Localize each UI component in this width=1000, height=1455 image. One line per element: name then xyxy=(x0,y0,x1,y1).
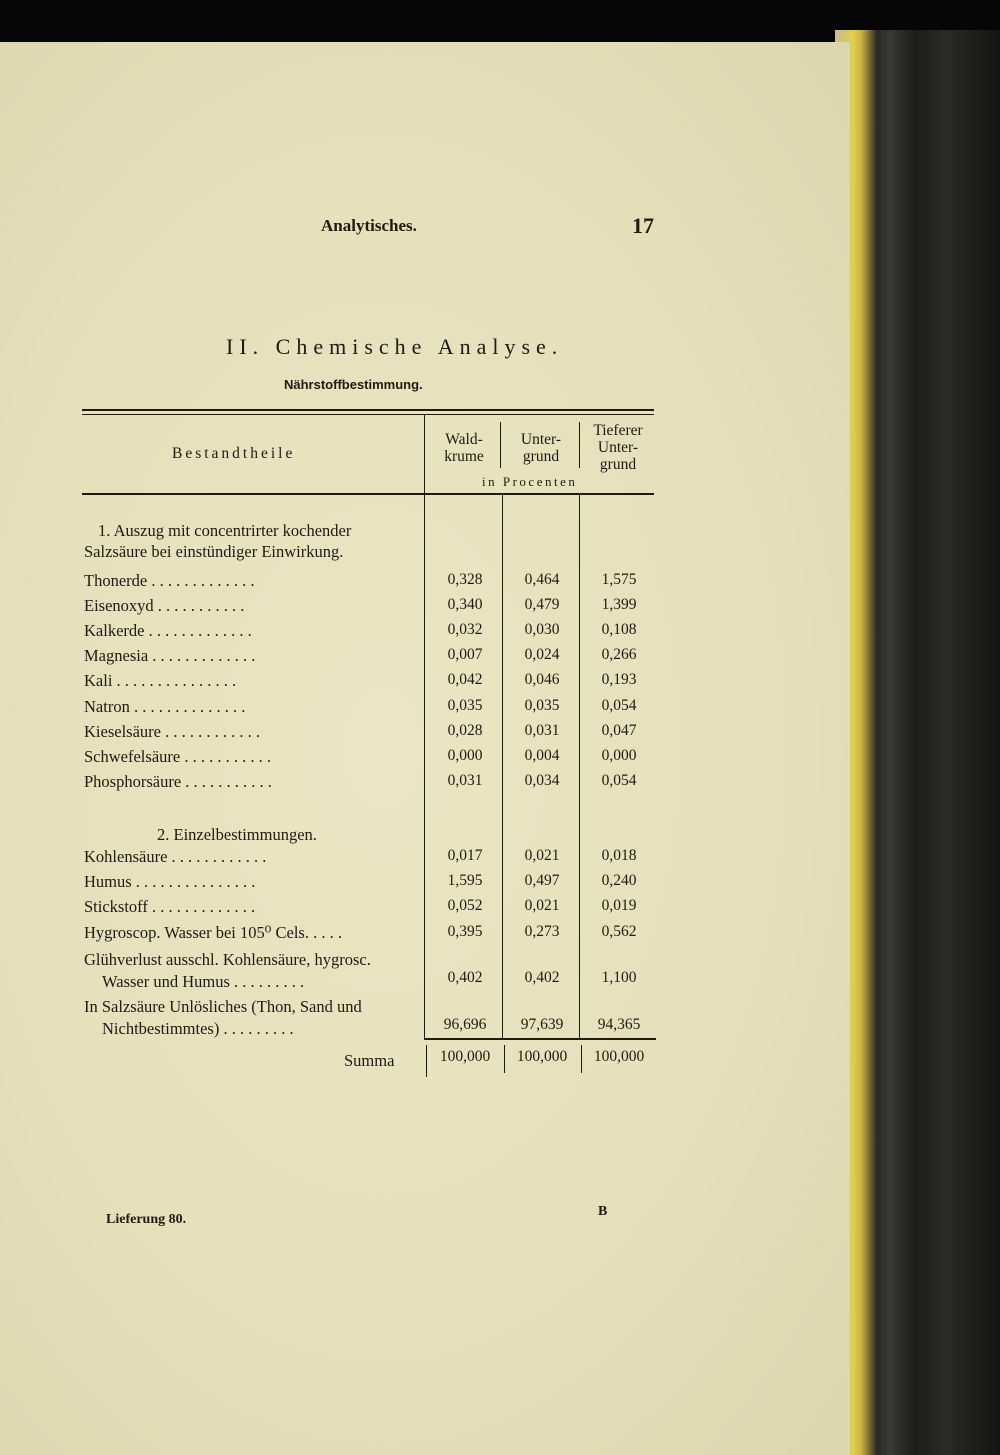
row-label: Kali . . . . . . . . . . . . . . . xyxy=(84,671,237,691)
cell-tieferer-untergrund: 0,054 xyxy=(601,696,637,714)
cell-waldkrume: 0,042 xyxy=(447,671,483,689)
cell-untergrund: 0,031 xyxy=(524,721,560,739)
cell-tieferer-untergrund: 0,047 xyxy=(601,721,637,739)
cell-tieferer-untergrund: 1,100 xyxy=(601,969,637,986)
table-row xyxy=(84,772,1000,796)
cell-tieferer-untergrund: 0,193 xyxy=(601,671,637,689)
row-label: Hygroscop. Wasser bei 105⁰ Cels. . . . . xyxy=(84,922,342,942)
sum-tieferer-untergrund: 100,000 xyxy=(593,1048,645,1065)
cell-untergrund: 0,004 xyxy=(524,746,560,764)
cell-tieferer-untergrund: 0,019 xyxy=(601,897,637,915)
cell-waldkrume: 96,696 xyxy=(443,1016,487,1033)
header-tieferer-untergrund: Tieferer Unter- grund xyxy=(593,422,643,473)
row-label: Kieselsäure . . . . . . . . . . . . xyxy=(84,721,260,741)
row-label: Eisenoxyd . . . . . . . . . . . xyxy=(84,596,245,616)
cell-waldkrume: 0,328 xyxy=(447,571,483,588)
header-bestandtheile: Bestandtheile xyxy=(172,445,296,462)
table-row xyxy=(84,847,1000,871)
cell-waldkrume: 0,017 xyxy=(447,847,483,864)
cell-waldkrume: 0,032 xyxy=(447,621,483,639)
cell-waldkrume: 0,035 xyxy=(447,696,483,714)
column-divider xyxy=(424,414,425,494)
cell-untergrund: 0,273 xyxy=(524,922,560,940)
cell-tieferer-untergrund: 0,054 xyxy=(601,771,637,789)
row-label: Magnesia . . . . . . . . . . . . . xyxy=(84,646,256,666)
section-heading-1: 1. Auszug mit concentrirter kochender Salzsäure bei einstündiger Einwirkung. xyxy=(84,521,352,561)
top-rule-thin xyxy=(82,414,654,415)
footer-lieferung: Lieferung 80. xyxy=(106,1212,187,1227)
cell-waldkrume: 0,000 xyxy=(447,746,483,764)
cell-tieferer-untergrund: 0,018 xyxy=(601,847,637,864)
table-row xyxy=(84,747,1000,771)
cell-waldkrume: 0,340 xyxy=(447,596,483,614)
row-label-line1: Glühverlust ausschl. Kohlensäure, hygrosc. xyxy=(84,950,371,969)
cell-tieferer-untergrund: 0,108 xyxy=(601,621,637,639)
table-row xyxy=(84,596,1000,620)
table-row xyxy=(84,646,1000,670)
table-row xyxy=(84,621,1000,645)
cell-tieferer-untergrund: 0,266 xyxy=(601,646,637,664)
table-row xyxy=(84,671,1000,695)
cell-untergrund: 0,497 xyxy=(524,872,560,890)
section-heading-2: 2. Einzelbestimmungen. xyxy=(157,825,317,844)
table-subtitle: Nährstoffbestimmung. xyxy=(284,377,423,392)
row-label: Phosphorsäure . . . . . . . . . . . xyxy=(84,771,272,791)
table-row xyxy=(84,697,1000,721)
cell-tieferer-untergrund: 0,000 xyxy=(601,746,637,764)
row-label: Stickstoff . . . . . . . . . . . . . xyxy=(84,897,256,917)
cell-untergrund: 0,034 xyxy=(524,771,560,789)
row-label: Thonerde . . . . . . . . . . . . . xyxy=(84,571,255,590)
page-number: 17 xyxy=(632,213,654,238)
table-row xyxy=(84,571,1000,595)
cell-untergrund: 0,030 xyxy=(524,621,560,639)
cell-untergrund: 97,639 xyxy=(520,1016,564,1033)
cell-untergrund: 0,035 xyxy=(524,696,560,714)
table-row xyxy=(84,923,1000,947)
row-label-line2: Wasser und Humus . . . . . . . . . xyxy=(102,972,305,991)
row-label: Kalkerde . . . . . . . . . . . . . xyxy=(84,621,252,641)
table-row xyxy=(84,722,1000,746)
cell-untergrund: 0,464 xyxy=(524,571,560,588)
row-label: Kohlensäure . . . . . . . . . . . . xyxy=(84,847,267,866)
sum-rule xyxy=(424,1038,656,1040)
table-row-unloesliches xyxy=(84,996,414,1040)
section-title: II. Chemische Analyse. xyxy=(226,334,564,359)
cell-waldkrume: 0,402 xyxy=(447,969,483,986)
row-label-line2: Nichtbestimmtes) . . . . . . . . . xyxy=(102,1019,294,1038)
row-label: Natron . . . . . . . . . . . . . . xyxy=(84,696,246,716)
table-row xyxy=(84,897,1000,921)
header-unit: in Procenten xyxy=(482,474,578,489)
row-label-line1: In Salzsäure Unlösliches (Thon, Sand und xyxy=(84,997,362,1016)
cell-tieferer-untergrund: 94,365 xyxy=(597,1016,641,1033)
cell-waldkrume: 0,031 xyxy=(447,771,483,789)
row-label: Schwefelsäure . . . . . . . . . . . xyxy=(84,746,271,766)
header-rule xyxy=(82,493,654,495)
cell-waldkrume: 1,595 xyxy=(447,872,483,890)
table-row xyxy=(84,872,1000,896)
cell-waldkrume: 0,028 xyxy=(447,721,483,739)
footer-signature: B xyxy=(598,1204,608,1219)
cell-untergrund: 0,024 xyxy=(524,646,560,664)
cell-untergrund: 0,021 xyxy=(524,847,560,864)
sum-waldkrume: 100,000 xyxy=(439,1048,491,1065)
cell-tieferer-untergrund: 0,562 xyxy=(601,922,637,940)
cell-tieferer-untergrund: 1,575 xyxy=(601,571,637,588)
row-label: Humus . . . . . . . . . . . . . . . xyxy=(84,872,256,892)
cell-waldkrume: 0,052 xyxy=(447,897,483,915)
summa-label: Summa xyxy=(344,1051,395,1070)
header-untergrund: Unter- grund xyxy=(520,431,562,465)
header-waldkrume: Wald- krume xyxy=(444,431,484,465)
running-head: Analytisches. xyxy=(321,216,417,235)
cell-untergrund: 0,402 xyxy=(524,969,560,986)
cell-waldkrume: 0,395 xyxy=(447,922,483,940)
cell-untergrund: 0,021 xyxy=(524,897,560,915)
cell-untergrund: 0,479 xyxy=(524,596,560,614)
cell-tieferer-untergrund: 1,399 xyxy=(601,596,637,614)
cell-waldkrume: 0,007 xyxy=(447,646,483,664)
cell-untergrund: 0,046 xyxy=(524,671,560,689)
sum-untergrund: 100,000 xyxy=(516,1048,568,1065)
cell-tieferer-untergrund: 0,240 xyxy=(601,872,637,890)
table-row-gluehverlust xyxy=(84,949,414,993)
top-rule xyxy=(82,409,654,411)
